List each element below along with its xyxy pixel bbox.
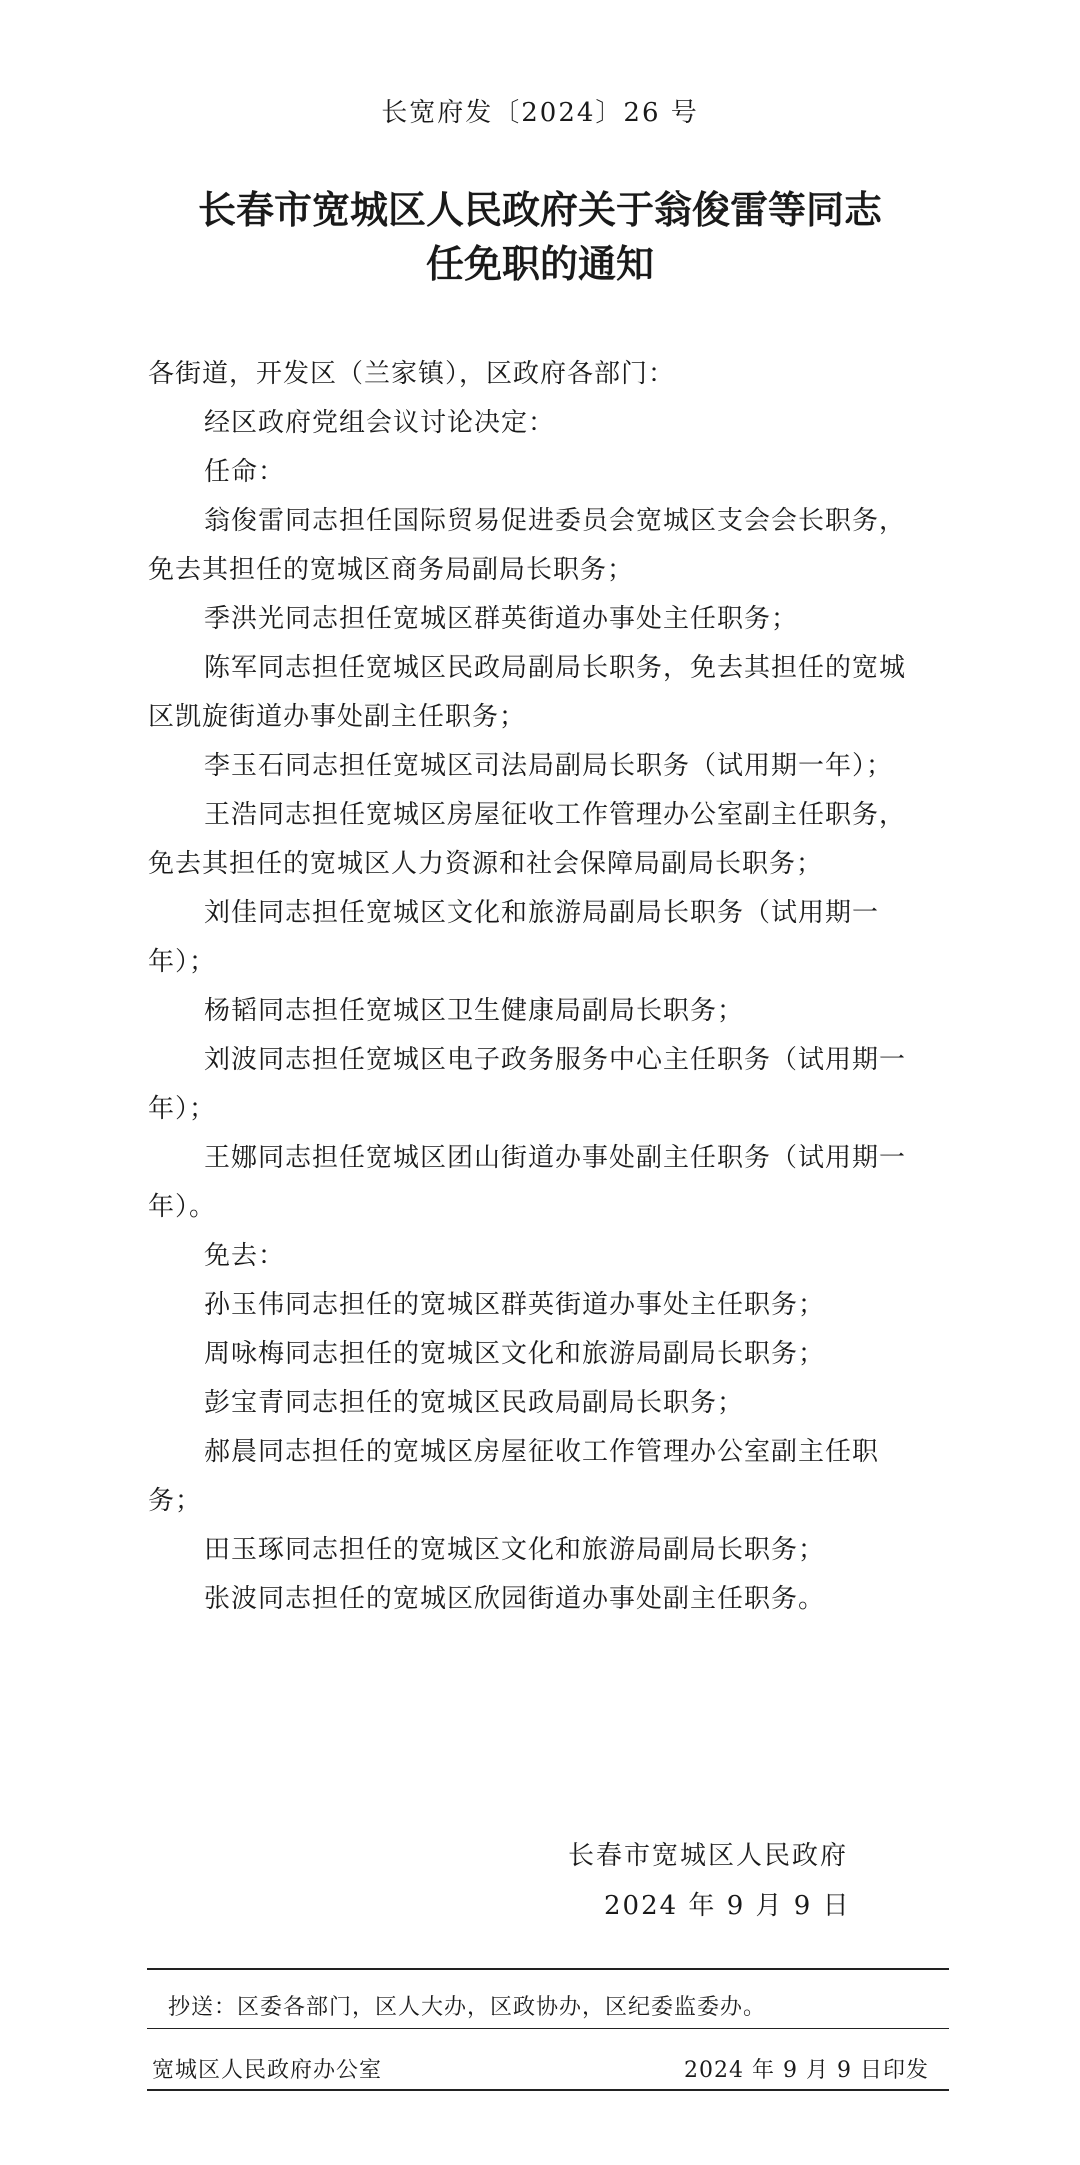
body-line: 任命： bbox=[204, 457, 286, 487]
body-line: 年）； bbox=[148, 947, 217, 977]
cc-line: 抄送：区委各部门，区人大办，区政协办，区纪委监委办。 bbox=[168, 1995, 767, 2020]
document-title bbox=[0, 183, 1080, 291]
body-line: 李玉石同志担任宽城区司法局副局长职务（试用期一年）； bbox=[204, 751, 894, 781]
body-line: 年）； bbox=[148, 1094, 217, 1124]
body-line: 免去其担任的宽城区人力资源和社会保障局副局长职务； bbox=[148, 849, 824, 879]
footer-bottom-rule bbox=[147, 2089, 949, 2091]
body-line: 各街道，开发区（兰家镇），区政府各部门： bbox=[148, 359, 676, 389]
body-line: 田玉琢同志担任的宽城区文化和旅游局副局长职务； bbox=[204, 1535, 826, 1565]
body-line: 经区政府党组会议讨论决定： bbox=[204, 408, 556, 438]
body-line: 孙玉伟同志担任的宽城区群英街道办事处主任职务； bbox=[204, 1290, 826, 1320]
body-line: 周咏梅同志担任的宽城区文化和旅游局副局长职务； bbox=[204, 1339, 826, 1369]
body-line: 郝晨同志担任的宽城区房屋征收工作管理办公室副主任职 bbox=[204, 1437, 880, 1467]
body-line: 张波同志担任的宽城区欣园街道办事处副主任职务。 bbox=[204, 1584, 826, 1614]
body-line: 彭宝青同志担任的宽城区民政局副局长职务； bbox=[204, 1388, 745, 1418]
body-line: 陈军同志担任宽城区民政局副局长职务，免去其担任的宽城 bbox=[204, 653, 907, 683]
body-line: 务； bbox=[148, 1486, 203, 1516]
body-line: 免去： bbox=[204, 1241, 286, 1271]
title-line-2: 任免职的通知 bbox=[425, 241, 654, 286]
body-line: 王娜同志担任宽城区团山街道办事处副主任职务（试用期一 bbox=[204, 1143, 907, 1173]
document-body bbox=[148, 350, 948, 1624]
body-line: 杨韬同志担任宽城区卫生健康局副局长职务； bbox=[204, 996, 745, 1026]
body-line: 刘波同志担任宽城区电子政务服务中心主任职务（试用期一 bbox=[204, 1045, 907, 1075]
body-line: 刘佳同志担任宽城区文化和旅游局副局长职务（试用期一 bbox=[204, 898, 880, 928]
body-line: 免去其担任的宽城区商务局副局长职务； bbox=[148, 555, 635, 585]
body-line: 季洪光同志担任宽城区群英街道办事处主任职务； bbox=[204, 604, 799, 634]
print-date: 2024 年 9 月 9 日印发 bbox=[684, 2058, 929, 2083]
body-line: 王浩同志担任宽城区房屋征收工作管理办公室副主任职务， bbox=[204, 800, 907, 830]
signature-organization: 长春市宽城区人民政府 bbox=[568, 1841, 849, 1871]
body-line: 翁俊雷同志担任国际贸易促进委员会宽城区支会会长职务， bbox=[204, 506, 907, 536]
body-line: 区凯旋街道办事处副主任职务； bbox=[148, 702, 527, 732]
signature-date: 2024 年 9 月 9 日 bbox=[604, 1891, 851, 1921]
issuing-office: 宽城区人民政府办公室 bbox=[152, 2058, 383, 2083]
footer-top-rule bbox=[147, 1968, 949, 1970]
title-line-1: 长春市宽城区人民政府关于翁俊雷等同志 bbox=[197, 187, 882, 232]
body-line: 年）。 bbox=[148, 1192, 217, 1222]
document-number: 长宽府发〔2024〕26 号 bbox=[381, 98, 699, 128]
footer-middle-rule bbox=[147, 2028, 949, 2029]
